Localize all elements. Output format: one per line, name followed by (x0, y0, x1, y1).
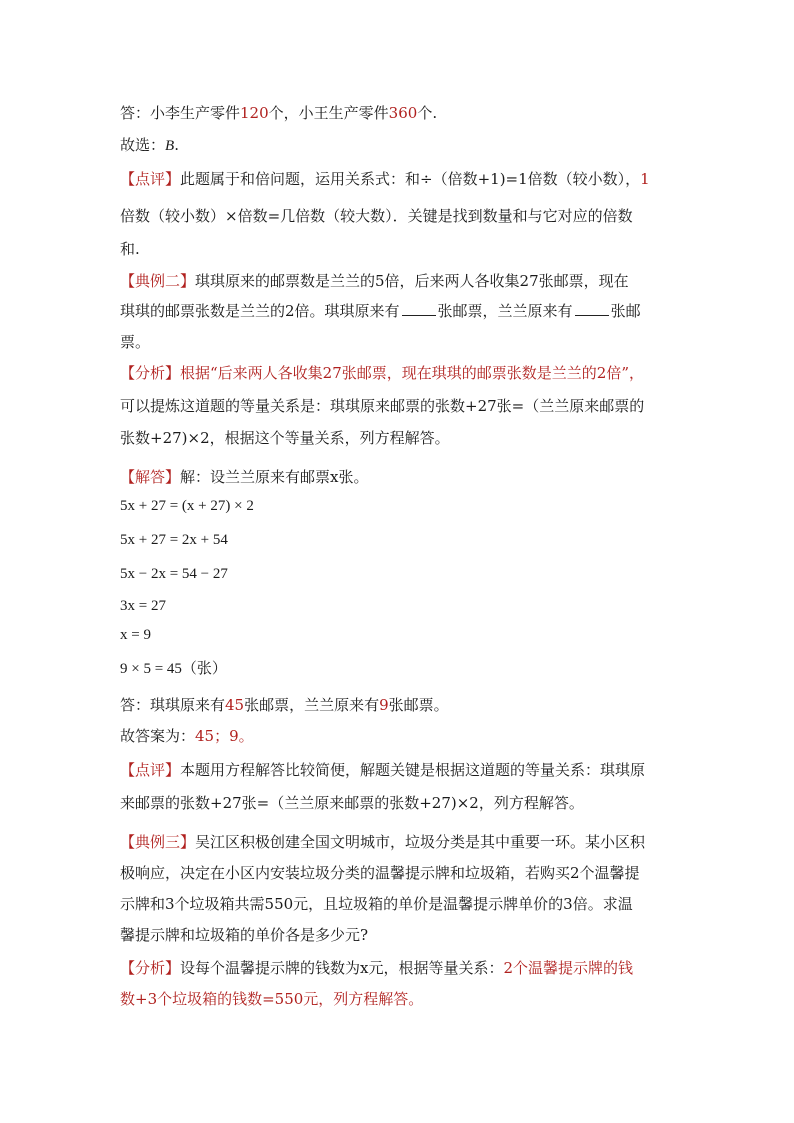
final-answer-value: 45；9。 (195, 727, 254, 745)
analysis-tag: 【分析】 (120, 364, 181, 382)
answer-value: 45 (225, 696, 245, 714)
comment-2-line-1 (120, 759, 645, 781)
example-3-line-3: 示牌和3个垃圾箱共需550元，且垃圾箱的单价是温馨提示牌单价的3倍。求温 (120, 895, 633, 913)
example-2-line-2 (120, 300, 641, 322)
example-3-line-4: 馨提示牌和垃圾箱的单价各是多少元? (120, 926, 369, 944)
answer-text: 张邮票。 (388, 696, 449, 714)
choice-label: 故选： (120, 136, 166, 154)
example-3-line-2: 极响应，决定在小区内安装垃圾分类的温馨提示牌和垃圾箱，若购买2个温馨提 (120, 864, 640, 882)
equation-1: 5x + 27 = (x + 27) × 2 (120, 498, 254, 514)
analysis-tag: 【分析】 (120, 959, 181, 977)
example-text: 张邮票，兰兰原来有 (437, 302, 573, 320)
analysis-highlight: 2个温馨提示牌的钱 (503, 959, 634, 977)
analysis-text: 根据“后来两人各收集27张邮票，现在琪琪的邮票张数是兰兰的2倍”， (180, 364, 644, 382)
equation-2: 5x + 27 = 2x + 54 (120, 532, 228, 548)
example-tag: 【典例三】 (120, 833, 196, 851)
comment-text: 本题用方程解答比较简便，解题关键是根据这道题的等量关系：琪琪原 (180, 761, 646, 779)
analysis-2-line-2: 可以提炼这道题的等量关系是：琪琪原来邮票的张数+27张=（兰兰原来邮票的 (120, 397, 645, 415)
choice-text: . (174, 136, 179, 154)
equation-6 (120, 657, 227, 680)
analysis-2-line-1 (120, 362, 644, 384)
example-3-line-1 (120, 831, 645, 853)
comment-1-line-2: 倍数（较小数）×倍数=几倍数（较大数）．关键是找到数量和与它对应的倍数 (120, 207, 633, 225)
choice-line (120, 134, 179, 157)
analysis-3-line-1 (120, 957, 633, 979)
example-2-line-3: 票。 (120, 333, 151, 351)
example-text: 琪琪原来的邮票数是兰兰的5倍，后来两人各收集27张邮票，现在 (195, 272, 629, 290)
comment-value: 1 (640, 170, 650, 188)
equation-5: x = 9 (120, 627, 151, 643)
answer-value: 360 (388, 104, 418, 122)
comment-tag: 【点评】 (120, 761, 181, 779)
final-answer-label: 故答案为： (120, 727, 196, 745)
example-text: 吴江区积极创建全国文明城市，垃圾分类是其中重要一环。某小区积 (195, 833, 646, 851)
equation-unit: （张） (181, 659, 227, 677)
comment-2-line-2: 来邮票的张数+27张=（兰兰原来邮票的张数+27)×2，列方程解答。 (120, 794, 584, 812)
answer-blank[interactable] (575, 301, 609, 316)
answer-value: 120 (240, 104, 269, 122)
solution-text: 解：设兰兰原来有邮票x张。 (180, 468, 369, 486)
comment-text: 此题属于和倍问题，运用关系式：和÷（倍数+1)=1倍数（较小数）， (180, 170, 641, 188)
answer-text: 张邮票，兰兰原来有 (244, 696, 380, 714)
answer-value: 9 (379, 696, 389, 714)
equation-3: 5x − 2x = 54 − 27 (120, 566, 228, 582)
example-text: 张邮 (610, 302, 641, 320)
answer-text: 个. (417, 104, 438, 122)
answer-blank[interactable] (402, 301, 436, 316)
analysis-text: 设每个温馨提示牌的钱数为x元，根据等量关系： (180, 959, 504, 977)
comment-1-line-1 (120, 168, 650, 190)
answer-text: 答：琪琪原来有 (120, 696, 226, 714)
final-answer-line (120, 725, 254, 747)
equation-4: 3x = 27 (120, 598, 166, 614)
answer-text: 答：小李生产零件 (120, 104, 241, 122)
example-2-line-1 (120, 270, 629, 292)
answer-line-2 (120, 694, 449, 716)
solution-tag: 【解答】 (120, 468, 181, 486)
solution-2-head (120, 466, 368, 488)
example-text: 琪琪的邮票张数是兰兰的2倍。琪琪原来有 (120, 302, 400, 320)
example-tag: 【典例二】 (120, 272, 196, 290)
answer-text: 个，小王生产零件 (268, 104, 389, 122)
choice-value: B (165, 138, 175, 154)
comment-tag: 【点评】 (120, 170, 181, 188)
equation-text: 9 × 5 = 45 (120, 661, 182, 677)
analysis-2-line-3: 张数+27)×2，根据这个等量关系，列方程解答。 (120, 429, 450, 447)
analysis-3-line-2: 数+3个垃圾箱的钱数=550元，列方程解答。 (120, 990, 424, 1008)
answer-line-1 (120, 102, 437, 124)
comment-1-line-3: 和. (120, 240, 140, 258)
